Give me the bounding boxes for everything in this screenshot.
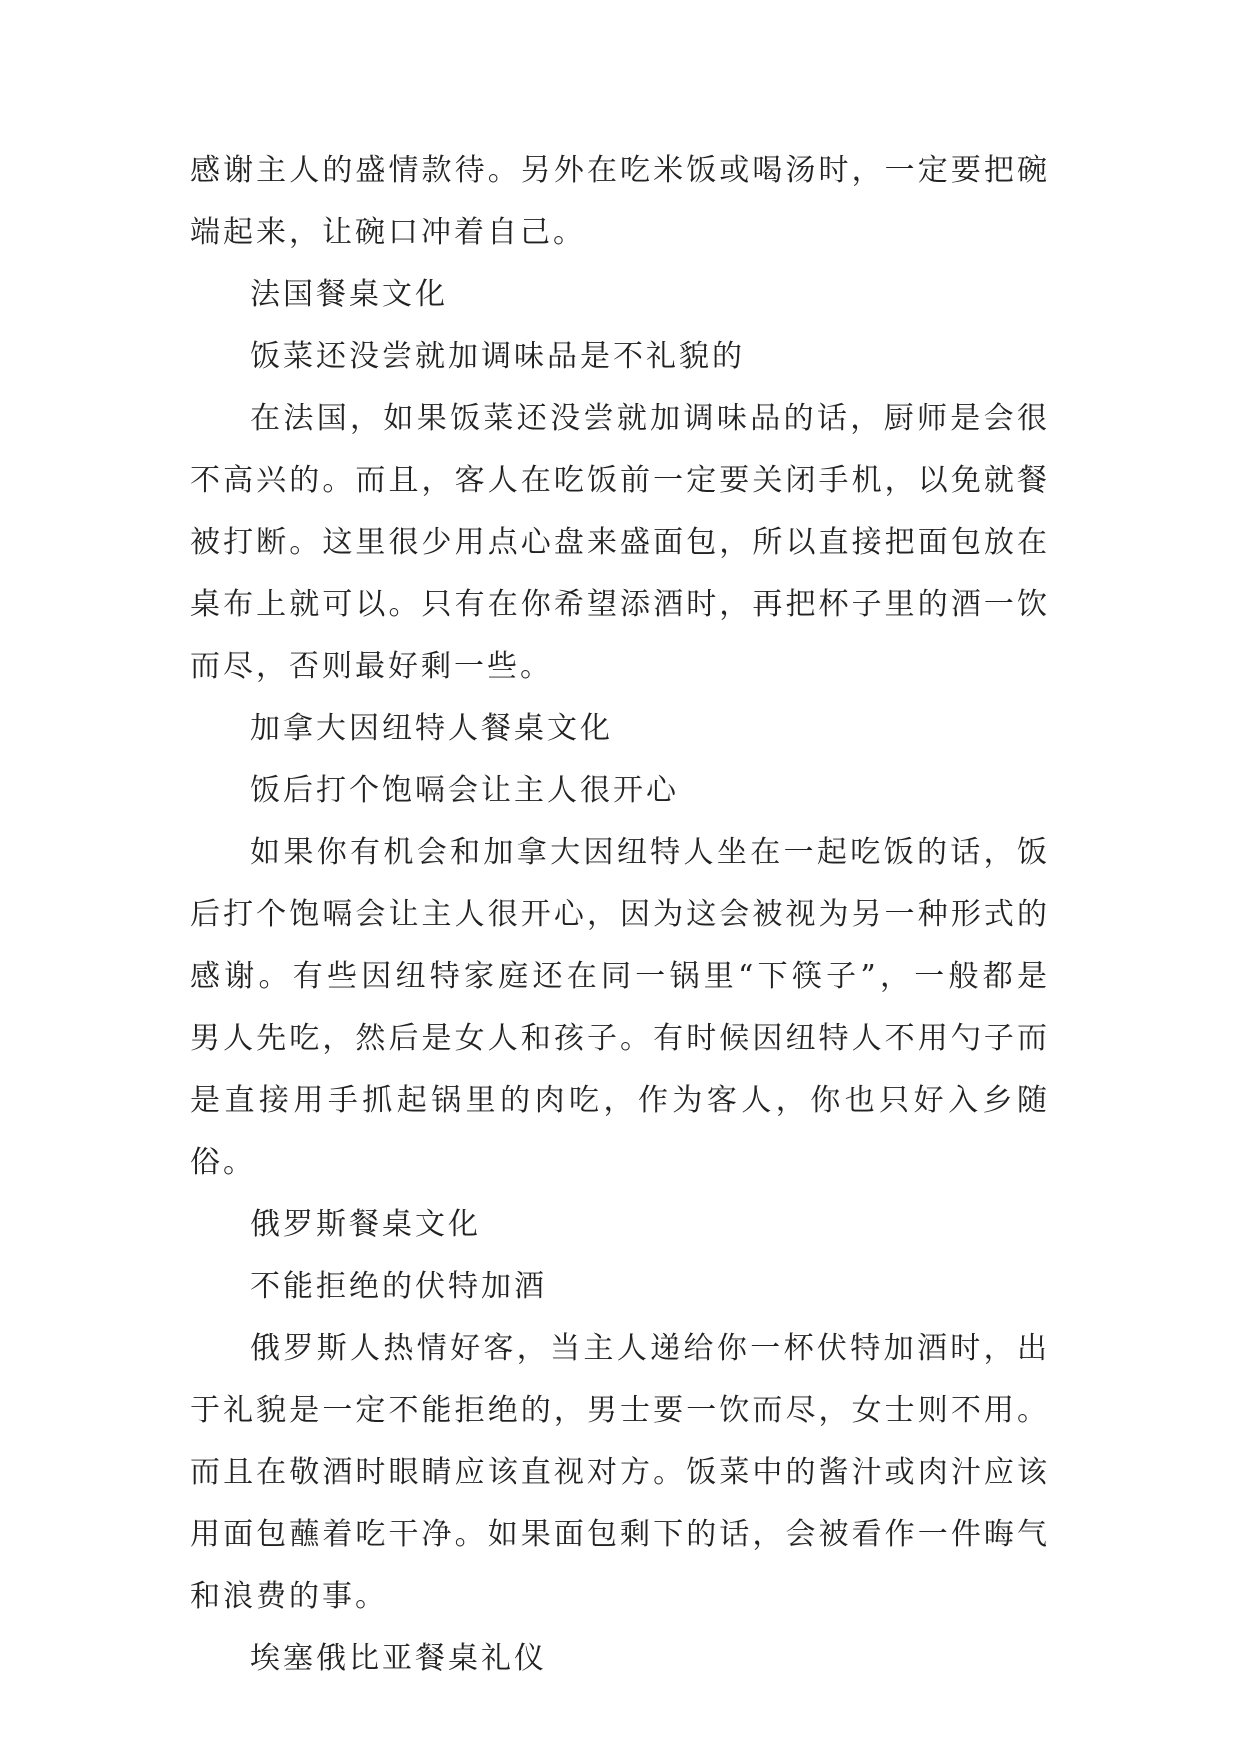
section-title-ethiopia: 埃塞俄比亚餐桌礼仪 <box>250 1641 547 1676</box>
section-title-france: 法国餐桌文化 <box>250 277 448 312</box>
document-body <box>190 140 1050 1690</box>
paragraph-france: 在法国，如果饭菜还没尝就加调味品的话，厨师是会很不高兴的。而且，客人在吃饭前一定要关闭手机，以免就餐被打断。这里很少用点心盘来盛面包，所以直接把面包放在桌布上就可以。只有在你希望添酒时，再把杯子里的酒一饮而尽，否则最好剩一些。 <box>190 401 1050 684</box>
subtitle-france: 饭菜还没尝就加调味品是不礼貌的 <box>250 339 745 374</box>
subtitle-russia: 不能拒绝的伏特加酒 <box>250 1269 547 1304</box>
subtitle-inuit: 饭后打个饱嗝会让主人很开心 <box>250 773 679 808</box>
section-title-inuit: 加拿大因纽特人餐桌文化 <box>250 711 613 746</box>
paragraph-russia: 俄罗斯人热情好客，当主人递给你一杯伏特加酒时，出于礼貌是一定不能拒绝的，男士要一饮而尽，女士则不用。而且在敬酒时眼睛应该直视对方。饭菜中的酱汁或肉汁应该用面包蘸着吃干净。如果面包剩下的话，会被看作一件晦气和浪费的事。 <box>190 1331 1050 1614</box>
paragraph-continued: 感谢主人的盛情款待。另外在吃米饭或喝汤时，一定要把碗端起来，让碗口冲着自己。 <box>190 153 1050 250</box>
paragraph-inuit: 如果你有机会和加拿大因纽特人坐在一起吃饭的话，饭后打个饱嗝会让主人很开心，因为这会被视为另一种形式的感谢。有些因纽特家庭还在同一锅里“下筷子”，一般都是男人先吃，然后是女人和孩子。有时候因纽特人不用勺子而是直接用手抓起锅里的肉吃，作为客人，你也只好入乡随俗。 <box>190 835 1050 1180</box>
section-title-russia: 俄罗斯餐桌文化 <box>250 1207 481 1242</box>
